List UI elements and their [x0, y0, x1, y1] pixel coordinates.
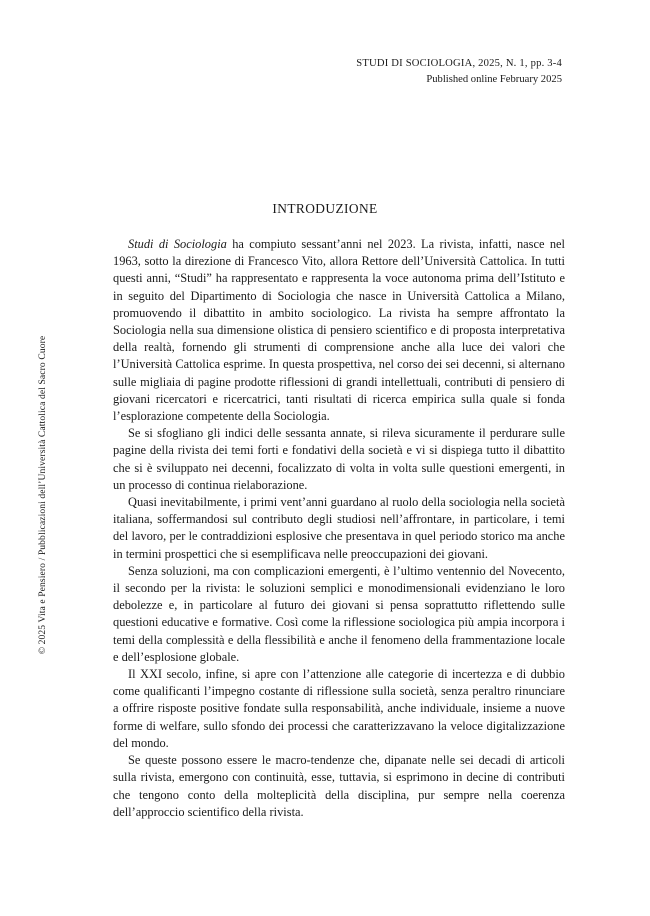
paragraph-5: Il XXI secolo, infine, si apre con l’attenzione alle categorie di incertezza e di dubbio come qualificanti l’impegno costante di riflessione sulla società, senza peraltro rinunciare a offrire risposte positive fondate sulla responsabilità, anche individuale, insieme a nuove forme di welfare, sullo sfondo dei processi che caratterizzavano la veloce digitalizzazione del mondo. — [113, 667, 565, 750]
paragraph-1-text: ha compiuto sessant’anni nel 2023. La rivista, infatti, nasce nel 1963, sotto la direzione di Francesco Vito, allora Rettore dell’Università Cattolica. In tutti questi anni, “Studi” ha rappresentato e rappresenta la voce autonoma prima dell’Istituto e in seguito del Dipartimento di Sociologia che nasce in Università Cattolica a Milano, promuovendo il dibattito in ambito sociologico. La rivista ha sempre affrontato la Sociologia nella sua dimensione olistica di pensiero scientifico e di proposta interpretativa della realtà, fornendo gli strumenti di comprensione anche alla luce dei valori che l’Università Cattolica esprime. In questa prospettiva, nel corso dei sei decenni, si alternano sulle migliaia di pagine prodotte riflessioni di grandi intellettuali, contributi di pensiero di giovani ricercatori e ricercatrici, tanti risultati di ricerca empirica sulla quale si fonda l’esplorazione competente della Sociologia. — [113, 237, 565, 424]
running-header — [356, 56, 562, 88]
article-title: INTRODUZIONE — [272, 201, 378, 216]
journal-name-italic: Studi di Sociologia — [128, 237, 227, 251]
article-body — [113, 236, 565, 821]
journal-citation: STUDI DI SOCIOLOGIA, 2025, N. 1, pp. 3-4 — [356, 58, 562, 69]
paragraph-6: Se queste possono essere le macro-tendenze che, dipanate nelle sei decadi di articoli sulla rivista, emergono con continuità, esse, tuttavia, si esprimono in decine di contributi che tengono conto della molteplicità della disciplina, pur sempre nella coerenza dell’approccio scientifico della rivista. — [113, 753, 565, 819]
paragraph-4: Senza soluzioni, ma con complicazioni emergenti, è l’ultimo ventennio del Novecento, il secondo per la rivista: le soluzioni semplici e monodimensionali evidenziano le loro debolezze e, in particolare al futuro dei giovani si pensa soprattutto riflettendo sulle questioni educative e formative. Così come la riflessione sociologica più ampia incorpora i temi della complessità e della flessibilità e anche il fenomeno della frammentazione locale e dell’esplosione globale. — [113, 563, 565, 664]
publication-date: Published online February 2025 — [426, 74, 562, 85]
paragraph-3: Quasi inevitabilmente, i primi vent’anni guardano al ruolo della sociologia nella società italiana, soffermandosi sul contributo degli studiosi nell’affrontare, in particolare, i temi del lavoro, per le contraddizioni esplosive che presentava in quel periodo storico ma anche in termini prospettici che si esemplificava nelle preoccupazioni dei giovani. — [113, 495, 565, 561]
copyright-notice: © 2025 Vita e Pensiero / Pubblicazioni dell’Università Cattolica del Sacro Cuore — [37, 335, 48, 655]
paragraph-1 — [113, 236, 565, 425]
paragraph-2: Se si sfogliano gli indici delle sessanta annate, si rileva sicuramente il perdurare sulle pagine della rivista dei temi forti e fondativi della società e vi si dispiega tutto il dibattito che si è sviluppato nei decenni, focalizzato di volta in volta sulle questioni emergenti, in un processo di continua rielaborazione. — [113, 426, 565, 492]
